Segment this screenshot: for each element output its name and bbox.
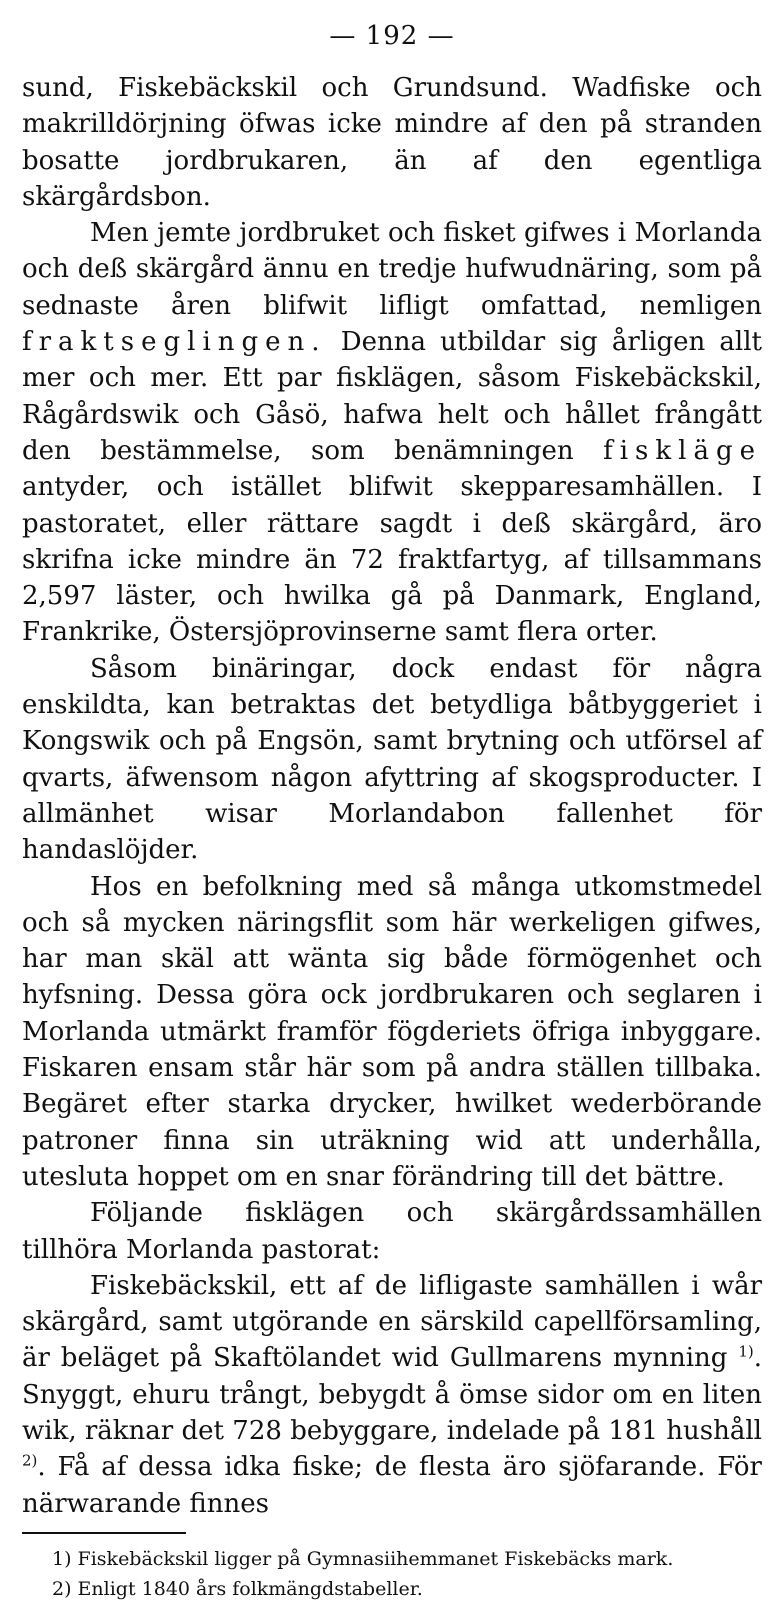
emphasized-term: fraktseglingen. <box>22 327 327 358</box>
paragraph-1 <box>22 70 762 215</box>
paragraph-text: sund, Fiskebäckskil och Grundsund. Wadfiske och makrilldörjning öfwas icke mindre af den på stranden bosatte jordbrukaren, än af den egentliga skärgårdsbon. <box>22 73 762 212</box>
body-text <box>22 70 762 1522</box>
emphasized-term: fiskläge <box>603 435 762 466</box>
footnotes <box>22 1544 762 1604</box>
footnote-ref-2: 2) <box>22 1451 38 1470</box>
paragraph-3 <box>22 651 762 869</box>
paragraph-text: Fiskebäckskil, ett af de lifligaste samhällen i wår skärgård, samt utgörande en särskild capellförsamling, är beläget på Skaftölandet wid Gullmarens mynning <box>22 1270 762 1374</box>
paragraph-text: Såsom binäringar, dock endast för några enskildta, kan betraktas det betydliga båtbyggeriet i Kongswik och på Engsön, samt brytning och utförsel af qvarts, äfwensom någon afyttring af skogsproducter. I allmänhet wisar Morlandabon fallenhet för handaslöjder. <box>22 653 762 866</box>
paragraph-text: . Få af dessa idka fiske; de flesta äro sjöfarande. För närwarande finnes <box>22 1452 762 1519</box>
paragraph-6 <box>22 1268 762 1522</box>
page-number: — 192 — <box>329 21 455 51</box>
paragraph-5 <box>22 1195 762 1268</box>
footnote-1: 1) Fiskebäckskil ligger på Gymnasiihemmanet Fiskebäcks mark. <box>52 1547 674 1570</box>
footnote-2: 2) Enligt 1840 års folkmängdstabeller. <box>52 1577 423 1600</box>
footnote-divider <box>22 1532 186 1534</box>
paragraph-text: Följande fisklägen och skärgårdssamhällen tillhöra Morlanda pastorat: <box>22 1198 762 1265</box>
paragraph-4 <box>22 869 762 1196</box>
paragraph-text: Denna utbildar sig årligen allt mer och mer. Ett par fisklägen, såsom Fiskebäckskil, Rågårdswik och Gåsö, hafwa helt och hållet frångått den bestämmelse, som benämningen <box>22 327 762 466</box>
paragraph-text: . Snyggt, ehuru trångt, bebygdt å ömse sidor om en liten wik, räknar det 728 bebyggare, indelade på 181 hushåll <box>22 1343 762 1446</box>
paragraph-2 <box>22 215 762 651</box>
paragraph-text: antyder, och istället blifwit skepparesamhällen. I pastoratet, eller rättare sagdt i deß skärgård, äro skrifna icke mindre än 72 fraktfartyg, af tillsammans 2,597 läster, och hwilka gå på Danmark, England, Frankrike, Östersjöprovinserne samt flera orter. <box>22 472 762 648</box>
paragraph-text: Hos en befolkning med så många utkomstmedel och så mycken näringsflit som här werkeligen gifwes, har man skäl att wänta sig både förmögenhet och hyfsning. Dessa göra ock jordbrukaren och seglaren i Morlanda utmärkt framför fögderiets öfriga inbyggare. Fiskaren ensam står här som på andra ställen tillbaka. Begäret efter starka drycker, hwilket wederbörande patroner finna sin uträkning wid att underhålla, utesluta hoppet om en snar förändring till det bättre. <box>22 871 762 1192</box>
paragraph-text: Men jemte jordbruket och fisket gifwes i Morlanda och deß skärgård ännu en tredje hufwudnäring, som på sednaste åren blifwit lifligt omfattad, nemligen <box>22 218 762 321</box>
footnote-ref-1: 1) <box>738 1342 754 1361</box>
